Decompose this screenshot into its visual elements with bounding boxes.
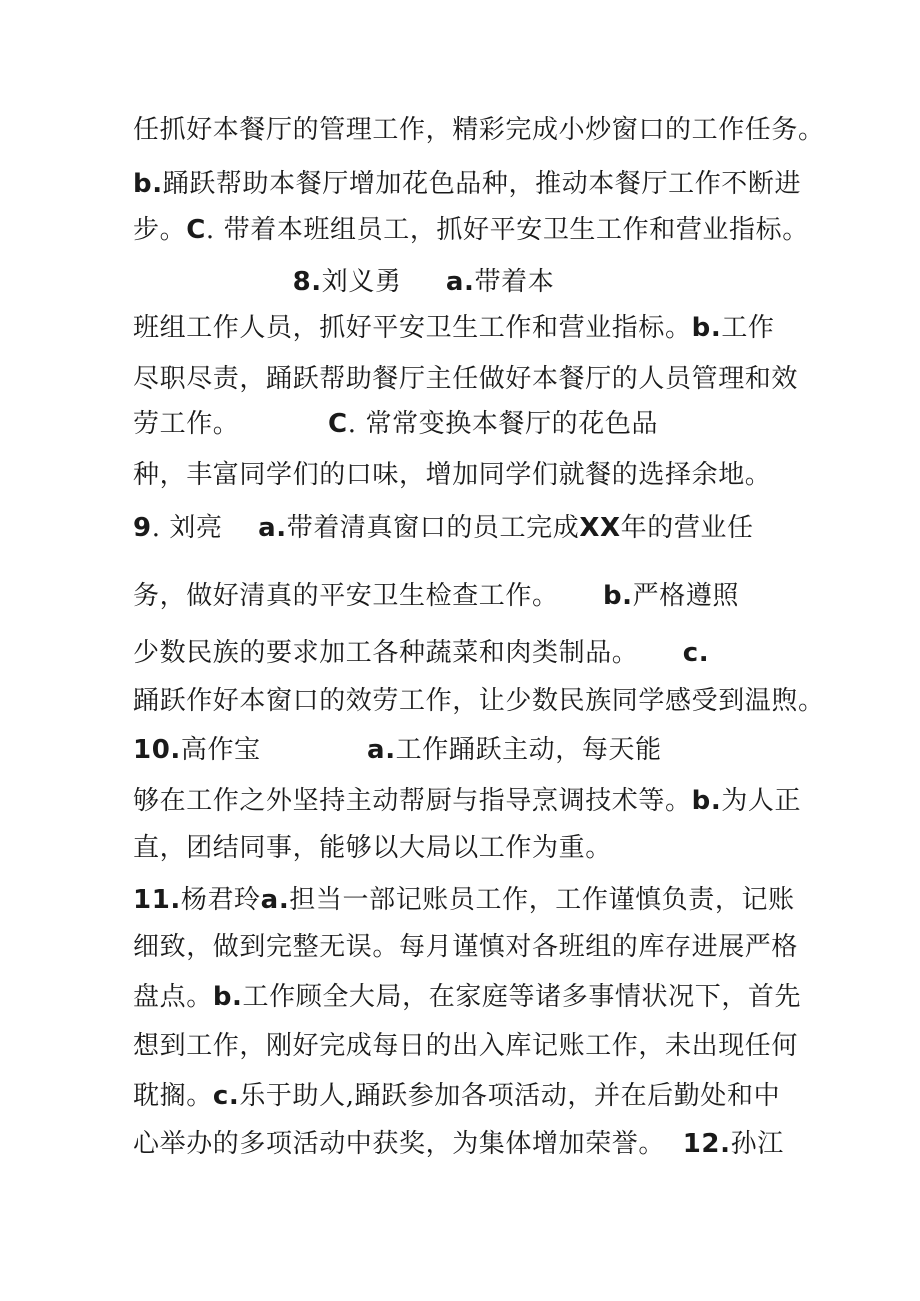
- text-run: 高作宝: [180, 735, 368, 765]
- text-line: [133, 113, 825, 147]
- text-line: [133, 167, 801, 201]
- bold-label: a.: [258, 513, 287, 543]
- text-line: [133, 1127, 784, 1161]
- text-run: 踊跃帮助本餐厅增加花色品种，推动本餐厅工作不断进: [162, 169, 802, 199]
- bold-label: b.: [133, 169, 163, 199]
- text-line: [133, 733, 662, 767]
- text-run: 担当一部记账员工作，工作谨慎负责，记账: [289, 885, 795, 915]
- text-run: 工作顾全大局，在家庭等诸多事情状况下，首先: [242, 982, 802, 1012]
- text-line: [133, 784, 801, 818]
- text-line: [133, 213, 809, 247]
- bold-label: a.: [367, 735, 396, 765]
- text-run: . 常常变换本餐厅的花色品: [347, 409, 659, 439]
- text-run: 想到工作，刚好完成每日的出入库记账工作，未出现任何: [133, 1031, 799, 1061]
- text-run: 带着本: [474, 267, 555, 297]
- text-run: . 刘亮: [151, 513, 259, 543]
- text-run: 步。: [133, 215, 187, 245]
- bold-label: 9: [133, 513, 152, 543]
- text-run: [133, 267, 293, 297]
- bold-label: b.: [691, 313, 722, 343]
- text-run: 尽职尽责，踊跃帮助餐厅主任做好本餐厅的人员管理和效: [133, 364, 799, 394]
- text-run: 细致，做到完整无误。每月谨慎对各班组的库存进展严格: [133, 932, 799, 962]
- text-run: 班组工作人员，抓好平安卫生工作和营业指标。: [133, 313, 692, 343]
- text-run: 够在工作之外坚持主动帮厨与指导烹调技术等。: [133, 786, 692, 816]
- bold-label: C: [186, 215, 206, 245]
- text-line: [133, 311, 775, 345]
- text-line: [133, 930, 798, 964]
- text-run: 带着清真窗口的员工完成: [286, 513, 580, 543]
- text-line: [133, 1079, 780, 1113]
- text-run: 直，团结同事，能够以大局以工作为重。: [133, 833, 612, 863]
- text-line: [133, 1029, 798, 1063]
- text-line: [133, 636, 709, 670]
- text-run: 为人正: [721, 786, 802, 816]
- bold-label: C: [328, 409, 348, 439]
- text-line: [133, 458, 771, 492]
- text-line: [133, 684, 825, 718]
- bold-label: c.: [212, 1081, 240, 1111]
- text-run: 乐于助人,踊跃参加各项活动，并在后勤处和中: [239, 1081, 781, 1111]
- bold-label: c.: [682, 638, 710, 668]
- text-run: 任抓好本餐厅的管理工作，精彩完成小炒窗口的工作任务。: [133, 115, 825, 145]
- text-run: 踊跃作好本窗口的效劳工作，让少数民族同学感受到温煦。: [133, 686, 825, 716]
- text-run: 杨君玲: [180, 885, 261, 915]
- text-run: 工作: [721, 313, 775, 343]
- text-line: [133, 831, 612, 865]
- text-run: 盘点。: [133, 982, 213, 1012]
- bold-label: 12.: [682, 1129, 731, 1159]
- text-line: [133, 883, 795, 917]
- text-run: 劳工作。: [133, 409, 329, 439]
- bold-label: b.: [212, 982, 243, 1012]
- text-run: 心举办的多项活动中获奖，为集体增加荣誉。: [133, 1129, 683, 1159]
- bold-label: XX: [579, 513, 621, 543]
- bold-label: a.: [260, 885, 290, 915]
- text-run: 种，丰富同学们的口味，增加同学们就餐的选择余地。: [133, 460, 772, 490]
- bold-label: b.: [691, 786, 722, 816]
- text-line: [133, 579, 739, 613]
- text-line: [133, 407, 658, 441]
- text-line: [133, 980, 801, 1014]
- text-line: [133, 511, 754, 545]
- text-line: [133, 362, 798, 396]
- text-run: 刘义勇: [321, 267, 446, 297]
- text-run: 工作踊跃主动，每天能: [395, 735, 662, 765]
- text-line: [133, 265, 554, 299]
- text-run: 耽搁。: [133, 1081, 213, 1111]
- bold-label: 8.: [292, 267, 322, 297]
- bold-label: 11.: [133, 885, 181, 915]
- bold-label: b.: [602, 581, 633, 611]
- text-run: . 带着本班组员工，抓好平安卫生工作和营业指标。: [205, 215, 809, 245]
- text-run: 务，做好清真的平安卫生检查工作。: [133, 581, 603, 611]
- text-run: 年的营业任: [620, 513, 754, 543]
- text-run: 孙江: [730, 1129, 784, 1159]
- bold-label: a.: [445, 267, 475, 297]
- text-run: 少数民族的要求加工各种蔬菜和肉类制品。: [133, 638, 683, 668]
- text-run: 严格遵照: [632, 581, 740, 611]
- bold-label: 10.: [133, 735, 181, 765]
